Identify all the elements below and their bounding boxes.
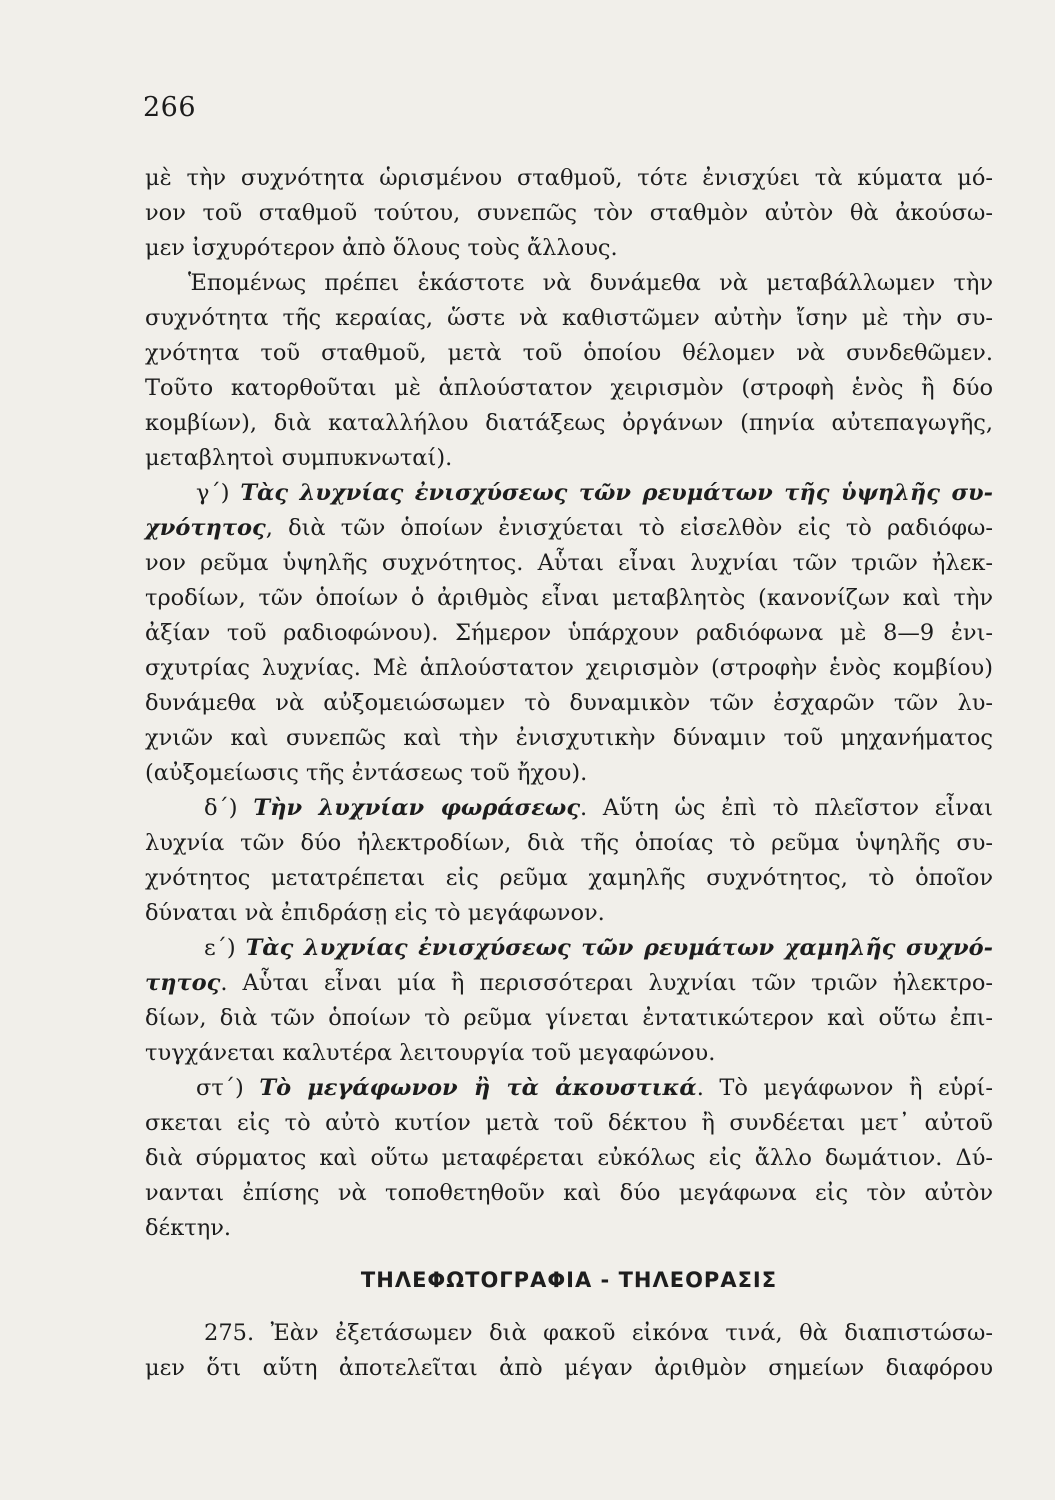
- text-line: τυγχάνεται καλυτέρα λειτουργία τοῦ μεγαφώνου.: [145, 1040, 716, 1066]
- text-line: δύναται νὰ ἐπιδράσῃ εἰς τὸ μεγάφωνον.: [145, 900, 605, 926]
- emphasis-text: τητος: [145, 970, 221, 996]
- text-line: χνιῶν καὶ συνεπῶς καὶ τὴν ἐνισχυτικὴν δύναμιν τοῦ μηχανήματος: [145, 725, 993, 751]
- text-line: χνότητος μετατρέπεται εἰς ρεῦμα χαμηλῆς συχνότητος, τὸ ὁποῖον: [145, 865, 993, 891]
- text-line: μὲ τὴν συχνότητα ὡρισμένου σταθμοῦ, τότε ἐνισχύει τὰ κύματα μό-: [145, 165, 993, 191]
- text-line: γ΄) Τὰς λυχνίας ἐνισχύσεως τῶν ρευμάτων τῆς ὑψηλῆς συ-: [196, 480, 993, 506]
- text-line: στ΄) Τὸ μεγάφωνον ἢ τὰ ἀκουστικά. Τὸ μεγάφωνον ἢ εὑρί-: [196, 1075, 993, 1101]
- text-line: 275. Ἐὰν ἐξετάσωμεν διὰ φακοῦ εἰκόνα τινά, θὰ διαπιστώσω-: [204, 1320, 993, 1346]
- text-line: δυνάμεθα νὰ αὐξομειώσωμεν τὸ δυναμικὸν τῶν ἐσχαρῶν τῶν λυ-: [145, 690, 993, 716]
- text-line: Τοῦτο κατορθοῦται μὲ ἁπλούστατον χειρισμὸν (στροφὴ ἑνὸς ἢ δύο: [145, 375, 993, 401]
- text-line: χνότητα τοῦ σταθμοῦ, μετὰ τοῦ ὁποίου θέλομεν νὰ συνδεθῶμεν.: [145, 340, 993, 366]
- text-line: ἀξίαν τοῦ ραδιοφώνου). Σήμερον ὑπάρχουν ραδιόφωνα μὲ 8—9 ἐνι-: [145, 620, 993, 646]
- emphasis-text: Τὰς λυχνίας ἐνισχύσεως τῶν ρευμάτων χαμηλῆς συχνό-: [245, 935, 994, 961]
- page-number: 266: [143, 92, 197, 123]
- text-line: δ΄) Τὴν λυχνίαν φωράσεως. Αὕτη ὡς ἐπὶ τὸ πλεῖστον εἶναι: [204, 795, 993, 821]
- emphasis-text: Τὰς λυχνίας ἐνισχύσεως τῶν ρευμάτων τῆς ὑψηλῆς συ-: [240, 480, 993, 506]
- text-line: μεταβλητοὶ συμπυκνωταί).: [145, 445, 453, 471]
- emphasis-text: Τὴν λυχνίαν φωράσεως: [253, 795, 581, 821]
- text-line: νανται ἐπίσης νὰ τοποθετηθοῦν καὶ δύο μεγάφωνα εἰς τὸν αὐτὸν: [145, 1180, 993, 1206]
- text-line: δίων, διὰ τῶν ὁποίων τὸ ρεῦμα γίνεται ἐντατικώτερον καὶ οὕτω ἐπι-: [145, 1005, 993, 1031]
- text-line: σκεται εἰς τὸ αὐτὸ κυτίον μετὰ τοῦ δέκτου ἢ συνδέεται μετ᾽ αὐτοῦ: [145, 1110, 993, 1136]
- text-line: μεν ὅτι αὕτη ἀποτελεῖται ἀπὸ μέγαν ἀριθμὸν σημείων διαφόρου: [145, 1355, 993, 1381]
- text-line: νον τοῦ σταθμοῦ τούτου, συνεπῶς τὸν σταθμὸν αὐτὸν θὰ ἀκούσω-: [145, 200, 993, 226]
- text-line: λυχνία τῶν δύο ἠλεκτροδίων, διὰ τῆς ὁποίας τὸ ρεῦμα ὑψηλῆς συ-: [145, 830, 993, 856]
- text-line: ε΄) Τὰς λυχνίας ἐνισχύσεως τῶν ρευμάτων χαμηλῆς συχνό-: [204, 935, 994, 961]
- text-line: σχυτρίας λυχνίας. Μὲ ἁπλούστατον χειρισμὸν (στροφὴν ἑνὸς κομβίου): [145, 655, 993, 681]
- text-line: χνότητος, διὰ τῶν ὁποίων ἐνισχύεται τὸ εἰσελθὸν εἰς τὸ ραδιόφω-: [145, 515, 993, 541]
- text-line: τητος. Αὗται εἶναι μία ἢ περισσότεραι λυχνίαι τῶν τριῶν ἠλεκτρο-: [145, 970, 993, 996]
- emphasis-text: χνότητος: [145, 515, 266, 541]
- emphasis-text: Τὸ μεγάφωνον ἢ τὰ ἀκουστικά: [259, 1075, 697, 1101]
- text-line: συχνότητα τῆς κεραίας, ὥστε νὰ καθιστῶμεν αὐτὴν ἴσην μὲ τὴν συ-: [145, 305, 993, 331]
- text-line: (αὐξομείωσις τῆς ἐντάσεως τοῦ ἤχου).: [145, 760, 588, 786]
- text-line: νον ρεῦμα ὑψηλῆς συχνότητος. Αὗται εἶναι λυχνίαι τῶν τριῶν ἠλεκ-: [145, 550, 993, 576]
- text-line: δέκτην.: [145, 1215, 232, 1241]
- text-line: μεν ἰσχυρότερον ἀπὸ ὅλους τοὺς ἄλλους.: [145, 235, 618, 261]
- text-line: τροδίων, τῶν ὁποίων ὁ ἀριθμὸς εἶναι μεταβλητὸς (κανονίζων καὶ τὴν: [145, 585, 993, 611]
- text-line: Ἑπομένως πρέπει ἑκάστοτε νὰ δυνάμεθα νὰ μεταβάλλωμεν τὴν: [188, 270, 993, 296]
- section-heading: ΤΗΛΕΦΩΤΟΓΡΑΦΙΑ - ΤΗΛΕΟΡΑΣΙΣ: [360, 1268, 778, 1292]
- text-line: κομβίων), διὰ καταλλήλου διατάξεως ὀργάνων (πηνία αὐτεπαγωγῆς,: [145, 410, 993, 436]
- text-line: διὰ σύρματος καὶ οὕτω μεταφέρεται εὐκόλως εἰς ἄλλο δωμάτιον. Δύ-: [145, 1145, 993, 1171]
